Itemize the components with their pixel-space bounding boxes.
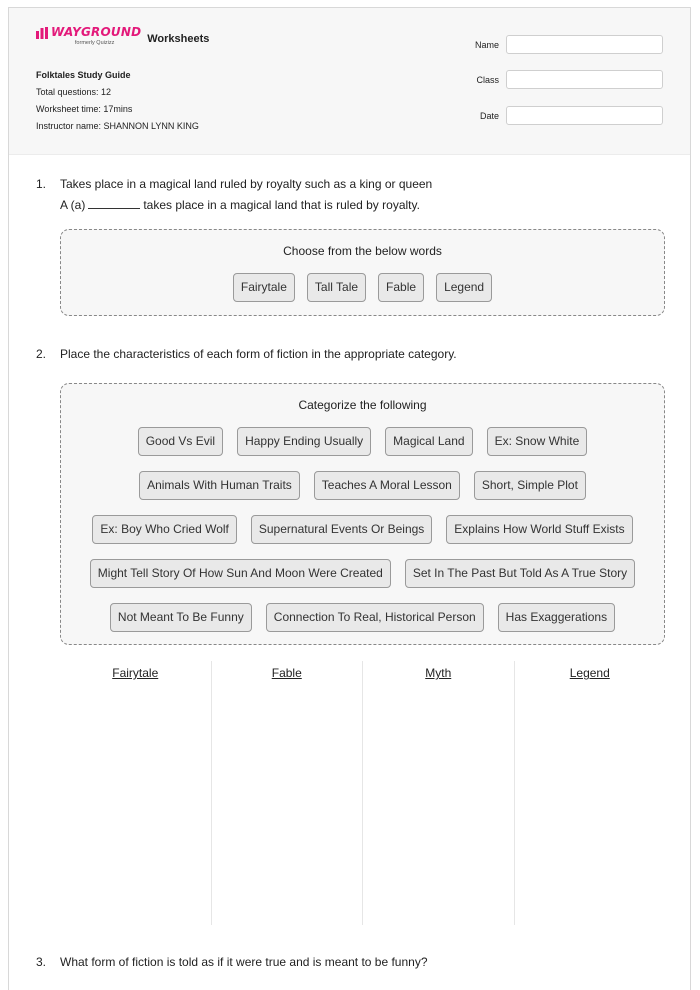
date-label: Date xyxy=(479,110,499,121)
fill-in-blank[interactable] xyxy=(88,197,140,209)
item-chip[interactable]: Has Exaggerations xyxy=(498,603,615,632)
item-chip[interactable]: Short, Simple Plot xyxy=(474,471,586,500)
category-heading: Fairytale xyxy=(112,666,159,680)
item-chip[interactable]: Happy Ending Usually xyxy=(237,427,371,456)
question-number: 1. xyxy=(36,177,47,191)
question-3 xyxy=(36,952,428,973)
date-input[interactable] xyxy=(506,106,663,125)
item-chip[interactable]: Might Tell Story Of How Sun And Moon Were Created xyxy=(90,559,391,588)
item-chip[interactable]: Magical Land xyxy=(385,427,472,456)
category-column-fairytale[interactable] xyxy=(60,661,211,925)
logo xyxy=(36,26,141,47)
question-text: Place the characteristics of each form of fiction in the appropriate category. xyxy=(60,347,457,361)
categorize-title: Categorize the following xyxy=(298,398,427,412)
word-bank-box xyxy=(60,229,665,316)
item-chip[interactable]: Not Meant To Be Funny xyxy=(110,603,252,632)
option-chip[interactable]: Fable xyxy=(378,273,424,302)
name-label: Name xyxy=(474,39,499,50)
worksheet-page xyxy=(8,7,691,990)
category-columns xyxy=(60,661,665,925)
question-number: 3. xyxy=(36,955,47,969)
sentence-end: takes place in a magical land that is ruled by royalty. xyxy=(143,198,420,212)
chip-row xyxy=(61,427,664,456)
logo-text: WAYGROUND xyxy=(51,25,142,39)
brand xyxy=(36,26,209,47)
brand-title: Worksheets xyxy=(147,33,210,45)
total-questions: Total questions: 12 xyxy=(36,87,112,97)
word-bank-title: Choose from the below words xyxy=(283,244,442,258)
class-field-row xyxy=(449,70,663,89)
word-bank-options xyxy=(61,273,664,302)
option-chip[interactable]: Tall Tale xyxy=(307,273,366,302)
item-chip[interactable]: Teaches A Moral Lesson xyxy=(314,471,460,500)
question-text: Takes place in a magical land ruled by royalty such as a king or queen xyxy=(60,177,433,191)
item-chip[interactable]: Supernatural Events Or Beings xyxy=(251,515,432,544)
worksheet-title: Folktales Study Guide xyxy=(36,70,131,80)
chip-row xyxy=(61,515,664,544)
item-chip[interactable]: Ex: Boy Who Cried Wolf xyxy=(92,515,236,544)
item-chip[interactable]: Ex: Snow White xyxy=(487,427,588,456)
item-chip[interactable]: Connection To Real, Historical Person xyxy=(266,603,484,632)
name-input[interactable] xyxy=(506,35,663,54)
question-text: What form of fiction is told as if it were true and is meant to be funny? xyxy=(60,955,428,969)
chip-row xyxy=(61,559,664,588)
item-chip[interactable]: Explains How World Stuff Exists xyxy=(446,515,632,544)
option-chip[interactable]: Fairytale xyxy=(233,273,295,302)
option-chip[interactable]: Legend xyxy=(436,273,492,302)
logo-subtitle: formerly Quizizz xyxy=(74,40,115,46)
category-heading: Myth xyxy=(425,666,452,680)
category-column-fable[interactable] xyxy=(211,661,363,925)
class-label: Class xyxy=(476,74,499,85)
logo-mark-icon xyxy=(36,27,49,39)
categorize-box xyxy=(60,383,665,645)
item-chip[interactable]: Set In The Past But Told As A True Story xyxy=(405,559,635,588)
question-1 xyxy=(36,174,432,216)
sentence-start: A (a) xyxy=(60,198,86,212)
date-field-row xyxy=(449,106,663,125)
worksheet-time: Worksheet time: 17mins xyxy=(36,104,133,114)
worksheet-header xyxy=(9,8,690,155)
question-number: 2. xyxy=(36,347,47,361)
name-field-row xyxy=(449,35,663,54)
worksheet-meta xyxy=(36,67,199,135)
question-2 xyxy=(36,344,457,365)
category-column-myth[interactable] xyxy=(362,661,514,925)
category-heading: Fable xyxy=(271,666,302,680)
chip-row xyxy=(61,471,664,500)
chip-row xyxy=(61,603,664,632)
item-chip[interactable]: Animals With Human Traits xyxy=(139,471,300,500)
class-input[interactable] xyxy=(506,70,663,89)
category-heading: Legend xyxy=(569,666,610,680)
category-column-legend[interactable] xyxy=(514,661,666,925)
item-chip[interactable]: Good Vs Evil xyxy=(138,427,223,456)
instructor-name: Instructor name: SHANNON LYNN KING xyxy=(36,121,199,131)
